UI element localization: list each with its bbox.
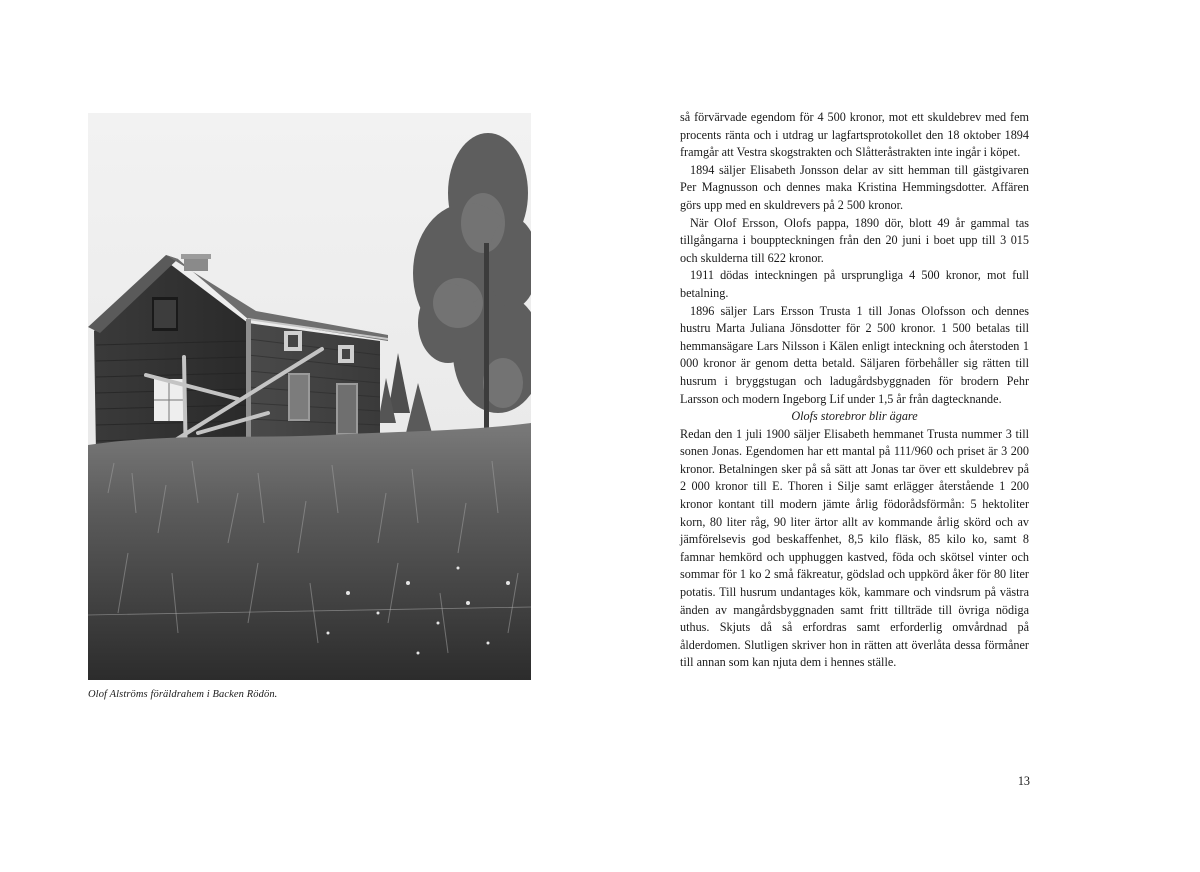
paragraph-3: När Olof Ersson, Olofs pappa, 1890 dör, blott 49 år gammal tas tillgångarna i bouppteckningen från den 20 juni i boet upp till 3 015 och skulderna till 622 kronor. — [680, 215, 1029, 265]
paragraph-4: 1911 dödas inteckningen på ursprungliga 4 500 kronor, mot full betalning. — [680, 268, 1029, 300]
paragraph-2: 1894 säljer Elisabeth Jonsson delar av sitt hemman till gästgivaren Per Magnusson och dennes maka Kristina Hemmingsdotter. Affären görs upp med en skuldrevers på 2 500 kronor. — [680, 162, 1029, 212]
paragraph-5: 1896 säljer Lars Ersson Trusta 1 till Jonas Olofsson och dennes hustru Marta Juliana Jönsdotter för 2 500 kronor. 1 500 betalas till hemmansägare Lars Nilsson i Kälen enligt inteckning och återstoden 1 000 kronor är genom detta betald. Säljaren förbehåller sig rätten till husrum i bryggstugan och ladugårdsbyggnaden för brodern Pehr Larsson och modern Ingeborg Lif under 1,5 år från dagtecknande. — [680, 303, 1029, 406]
house-photo-illustration — [88, 113, 531, 680]
body-text — [680, 109, 1029, 672]
paragraph-1: så förvärvade egendom för 4 500 kronor, mot ett skuldebrev med fem procents ränta och i utdrag ur lagfartsprotokollet den 18 oktober 1894 framgår att Vestra skogstrakten och Slåtteråstrakten inte ingår i köpet. — [680, 110, 1029, 160]
section-paragraph: Redan den 1 juli 1900 säljer Elisabeth hemmanet Trusta nummer 3 till sonen Jonas. Egendomen har ett mantal på 111/960 och priset är 3 200 kronor. Betalningen sker på så sätt att Jonas tar över ett skuldebrev på 2 000 kronor till E. Thoren i Silje samt erlägger återstående 1 200 kronor kontant till modern jämte årlig födorådsförmån: 5 hektoliter korn, 80 liter råg, 90 liter ärtor allt av kommande årlig skörd och av jämförelsevis god beskaffenhet, 8,5 kilo fläsk, 85 kilo ko, samt 8 famnar hemkörd och upphuggen kastved, föda och skötsel vinter och sommar för 1 ko 2 små fäkreatur, gödslad och uppkörd åker för 80 liter potatis. Till husrum undantages kök, kammare och vindsrum på västra änden av mangårdsbyggnaden samt fritt tillträde till övriga nödiga uthus. Skjuts då så erfordras samt erforderlig omvårdnad på ålderdomen. Slutligen skriver hon in rätten att överlåta dessa förmåner till annan som kan njuta dem i hennes ställe. — [680, 426, 1029, 670]
house-photograph — [88, 113, 531, 680]
photo-caption: Olof Alströms föräldrahem i Backen Rödön. — [88, 689, 278, 700]
page-number: 13 — [1017, 774, 1030, 788]
section-heading: Olofs storebror blir ägare — [791, 409, 918, 424]
